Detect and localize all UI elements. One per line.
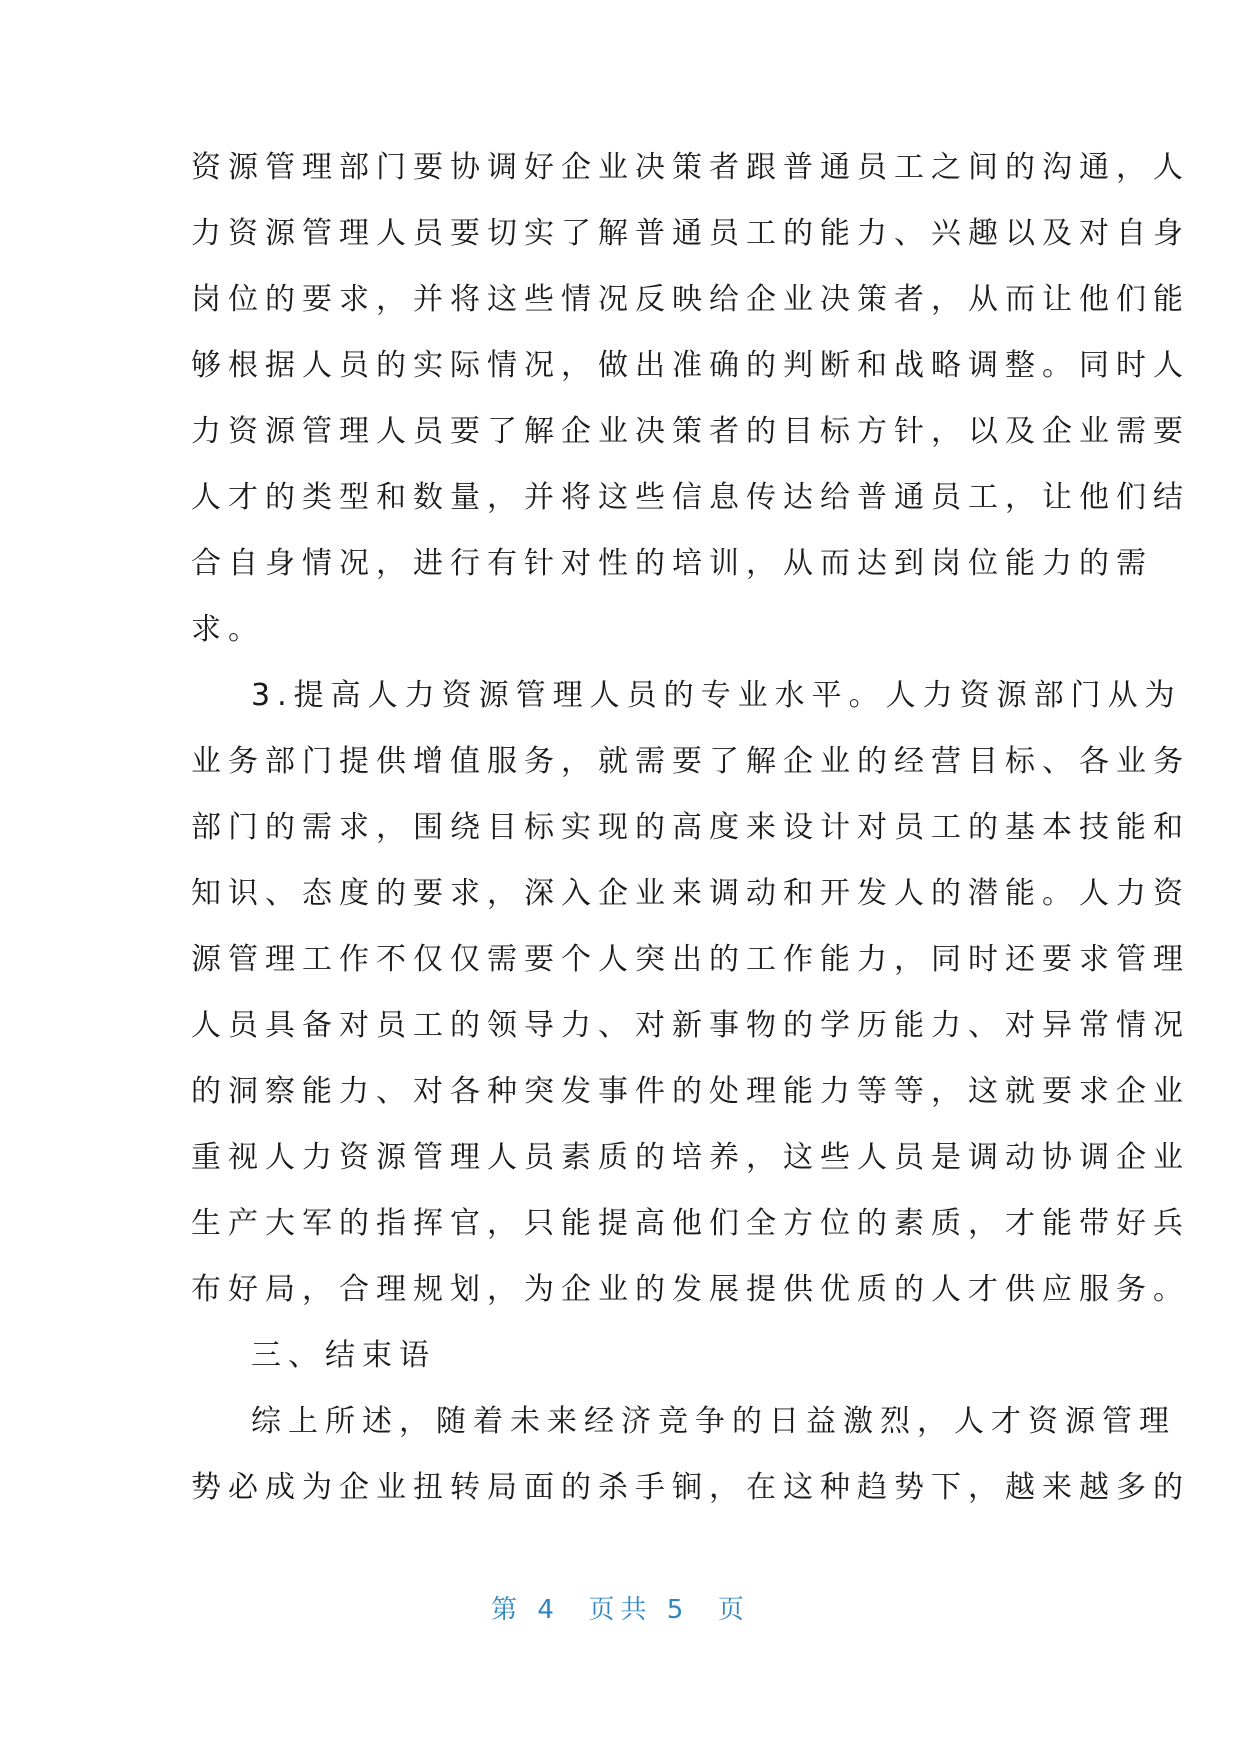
body-text-line: 知识、态度的要求，深入企业来调动和开发人的潜能。人力资 — [191, 876, 1190, 911]
body-text-line: 力资源管理人员要了解企业决策者的目标方针，以及企业需要 — [191, 414, 1190, 449]
body-text-line: 重视人力资源管理人员素质的培养，这些人员是调动协调企业 — [191, 1140, 1190, 1175]
body-text-line: 生产大军的指挥官，只能提高他们全方位的素质，才能带好兵 — [191, 1206, 1190, 1241]
body-text-line: 部门的需求，围绕目标实现的高度来设计对员工的基本技能和 — [191, 810, 1190, 845]
body-text-line: 合自身情况，进行有针对性的培训，从而达到岗位能力的需 — [191, 546, 1153, 581]
body-text-line: 的洞察能力、对各种突发事件的处理能力等等，这就要求企业 — [191, 1074, 1190, 1109]
body-text-line: 业务部门提供增值服务，就需要了解企业的经营目标、各业务 — [191, 744, 1190, 779]
body-text-line: 岗位的要求，并将这些情况反映给企业决策者，从而让他们能 — [191, 282, 1190, 317]
body-text-line: 求。 — [191, 612, 265, 647]
body-text-line: 够根据人员的实际情况，做出准确的判断和战略调整。同时人 — [191, 348, 1190, 383]
body-text-line: 资源管理部门要协调好企业决策者跟普通员工之间的沟通，人 — [191, 150, 1190, 185]
paragraph-start-line: 综上所述，随着未来经济竞争的日益激烈，人才资源管理 — [251, 1404, 1176, 1439]
body-text-line: 布好局，合理规划，为企业的发展提供优质的人才供应服务。 — [191, 1272, 1190, 1307]
body-text-line: 人才的类型和数量，并将这些信息传达给普通员工，让他们结 — [191, 480, 1190, 515]
body-text-line: 人员具备对员工的领导力、对新事物的学历能力、对异常情况 — [191, 1008, 1190, 1043]
body-text-line: 势必成为企业扭转局面的杀手锏，在这种趋势下，越来越多的 — [191, 1470, 1190, 1505]
page-number-footer: 第 4 页共 5 页 — [491, 1595, 750, 1625]
section-heading: 三、结束语 — [251, 1338, 436, 1373]
body-text-line: 源管理工作不仅仅需要个人突出的工作能力，同时还要求管理 — [191, 942, 1190, 977]
body-text-line: 力资源管理人员要切实了解普通员工的能力、兴趣以及对自身 — [191, 216, 1190, 251]
paragraph-start-line: 3.提高人力资源管理人员的专业水平。人力资源部门从为 — [251, 678, 1182, 713]
